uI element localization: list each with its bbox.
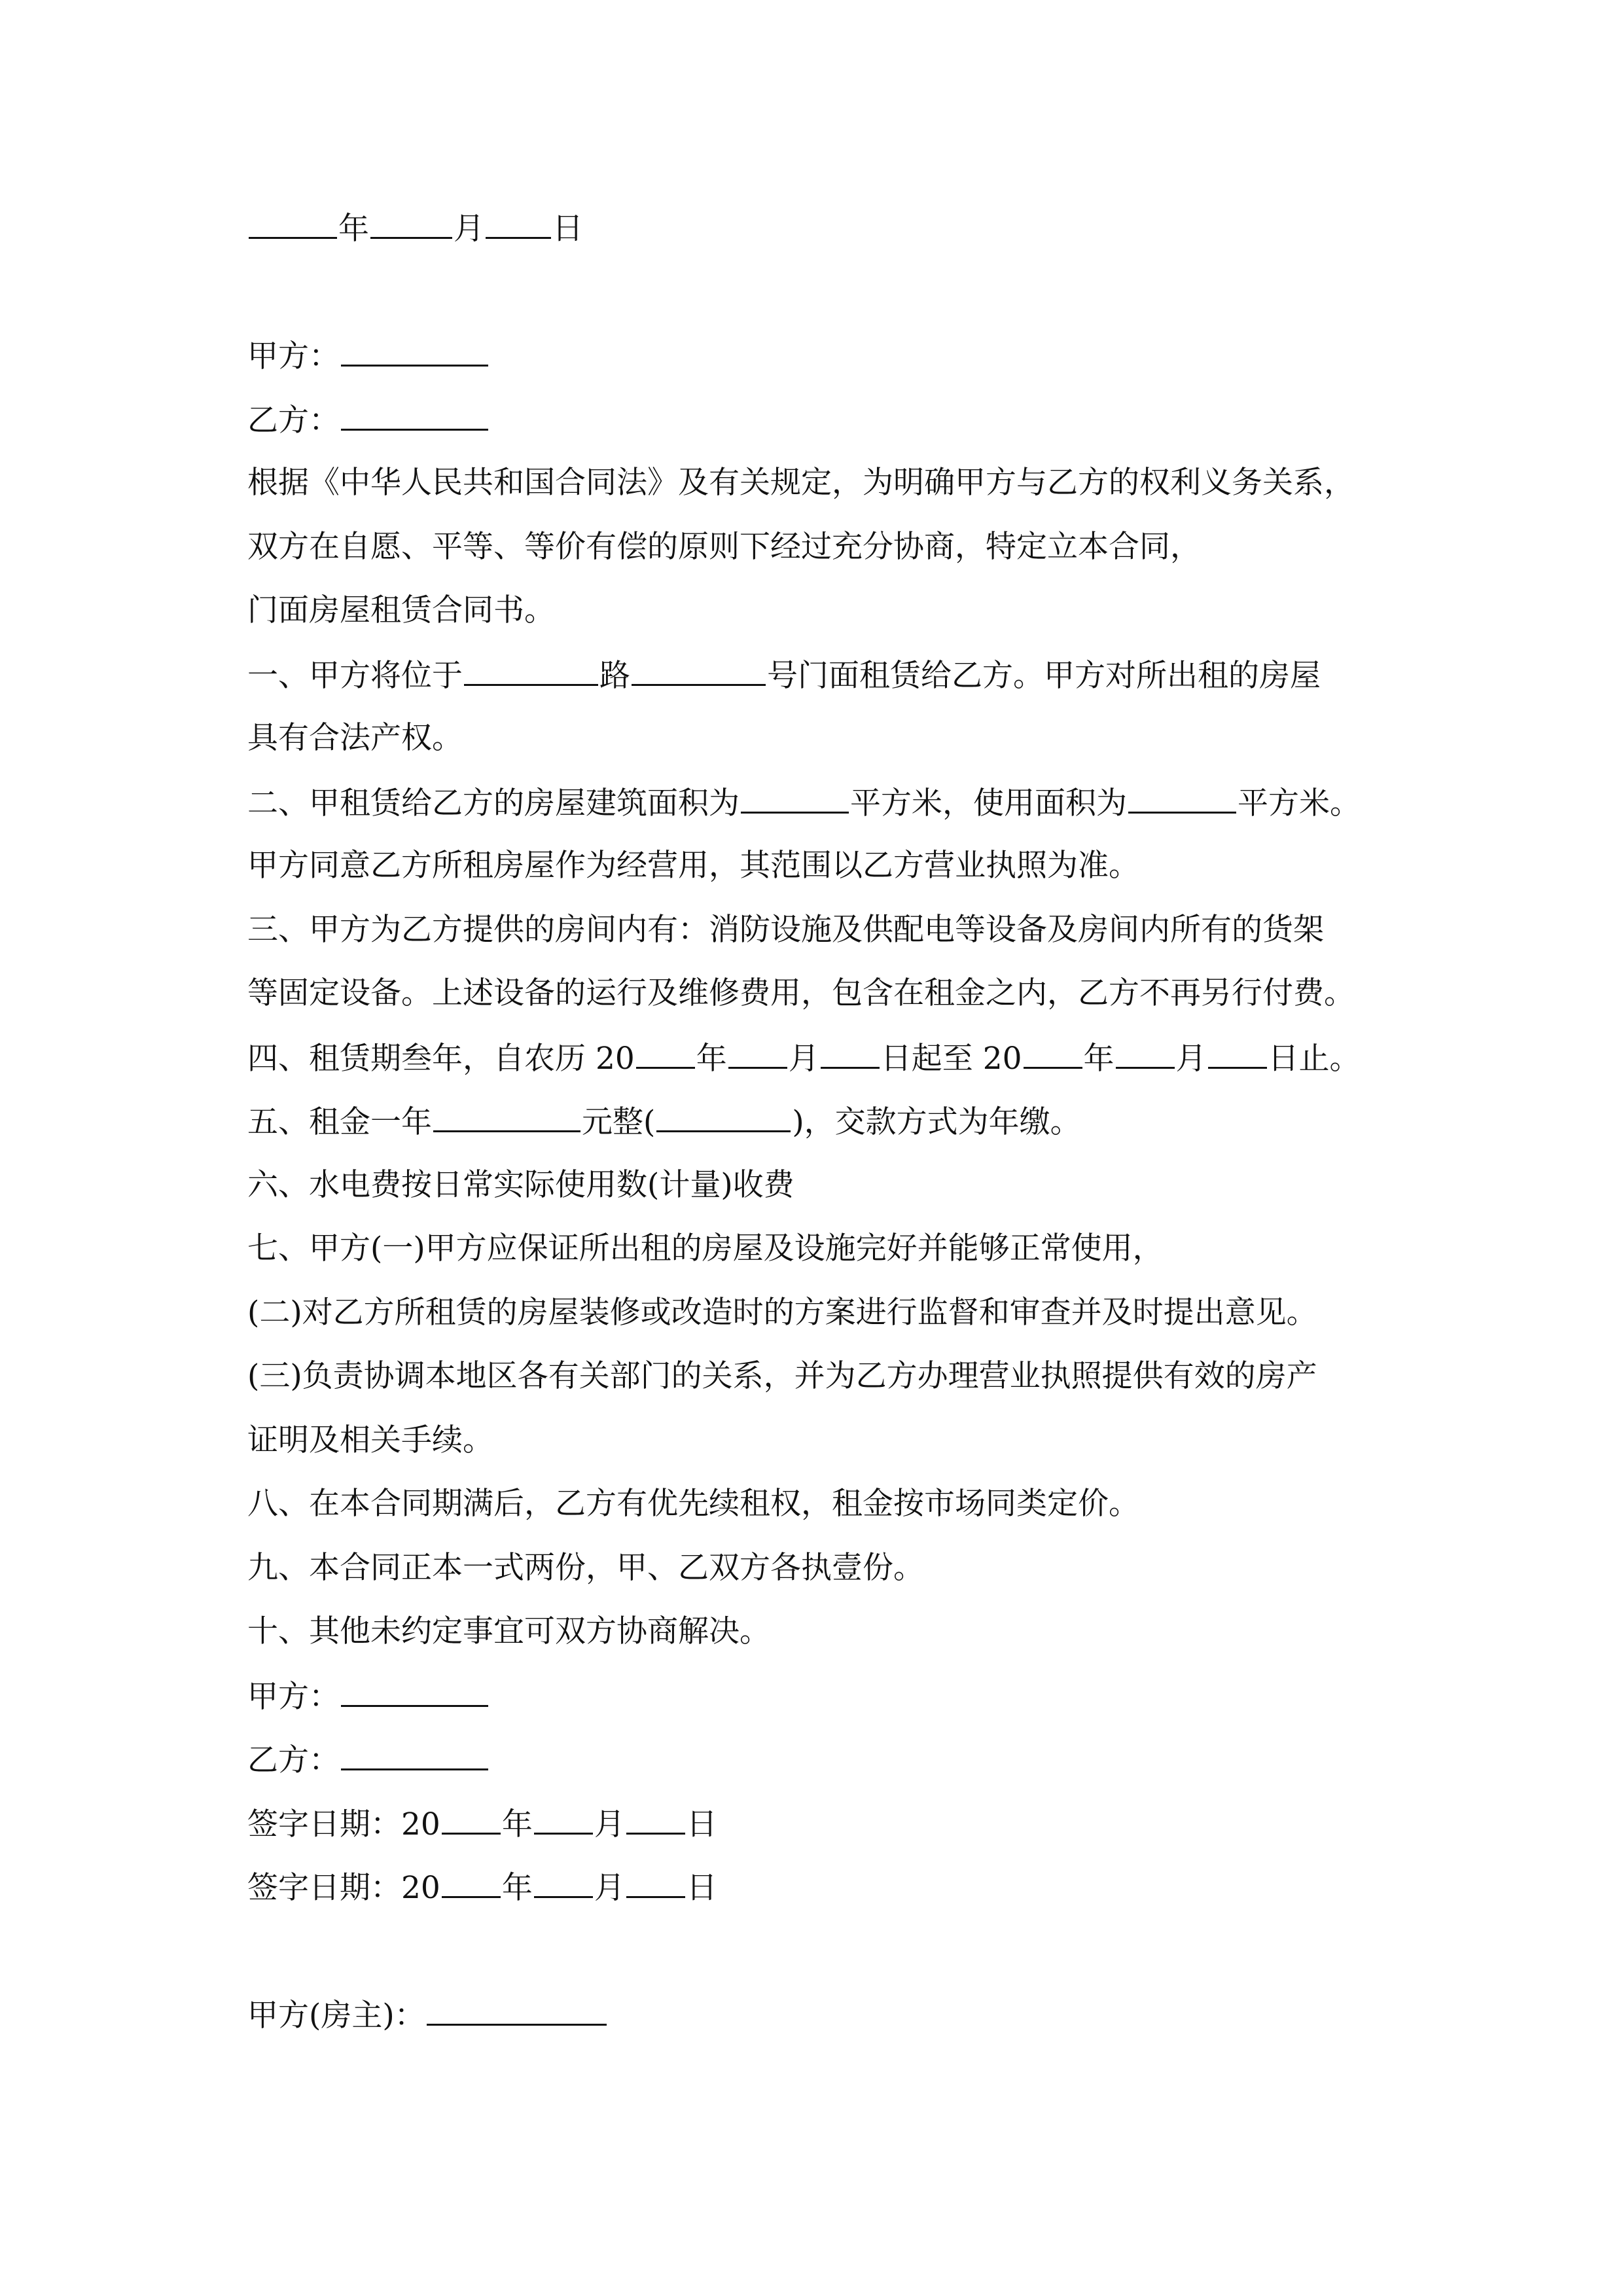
clause-7-line-1: 七、甲方(一)甲方应保证所出租的房屋及设施完好并能够正常使用， xyxy=(247,1230,1164,1266)
sign-date-2-month-blank xyxy=(534,1867,593,1898)
clause-2-line-1 xyxy=(247,783,1412,823)
clause-5-line xyxy=(247,1102,1412,1142)
clause-5-text-b: 元整( xyxy=(582,1104,656,1140)
clause-4-text-d: 日起至 20 xyxy=(880,1041,1022,1077)
party-a-label: 甲方： xyxy=(247,338,340,374)
intro-line-1: 根据《中华人民共和国合同法》及有关规定，为明确甲方与乙方的权利义务关系， xyxy=(247,465,1355,501)
clause-9-line: 九、本合同正本一式两份，甲、乙双方各执壹份。 xyxy=(247,1550,924,1586)
sign-date-2-label: 签字日期：20 xyxy=(247,1870,440,1906)
year-label: 年 xyxy=(338,211,369,247)
sign-date-1-day-blank xyxy=(626,1804,685,1835)
start-year-blank xyxy=(636,1038,695,1069)
clause-2-line-2: 甲方同意乙方所租房屋作为经营用，其范围以乙方营业执照为准。 xyxy=(247,848,1139,884)
clause-7-line-3: (三)负责协调本地区各有关部门的关系，并为乙方办理营业执照提供有效的房产 xyxy=(247,1358,1317,1394)
intro-line-2: 双方在自愿、平等、等价有偿的原则下经过充分协商，特定立本合同， xyxy=(247,529,1201,565)
clause-7-line-4: 证明及相关手续。 xyxy=(247,1422,493,1458)
sign-date-1-month: 月 xyxy=(594,1806,625,1842)
clause-4-text-a: 四、租赁期叁年，自农历 20 xyxy=(247,1041,635,1077)
party-b-top xyxy=(247,400,1412,440)
road-blank xyxy=(464,655,598,686)
clause-7-line-2: (二)对乙方所租赁的房屋装修或改造时的方案进行监督和审查并及时提出意见。 xyxy=(247,1295,1317,1331)
sign-date-2-year: 年 xyxy=(501,1870,533,1906)
clause-5-text-c: )，交款方式为年缴。 xyxy=(792,1104,1081,1140)
sign-date-1-day: 日 xyxy=(686,1806,717,1842)
intro-line-3: 门面房屋租赁合同书。 xyxy=(247,592,555,628)
clause-4-text-b: 年 xyxy=(696,1041,727,1077)
clause-2-text-a: 二、甲租赁给乙方的房屋建筑面积为 xyxy=(247,785,740,821)
top-date-line xyxy=(247,208,1412,249)
start-day-blank xyxy=(821,1038,880,1069)
end-year-blank xyxy=(1024,1038,1082,1069)
clause-3-line-1: 三、甲方为乙方提供的房间内有：消防设施及供配电等设备及房间内所有的货架 xyxy=(247,912,1324,948)
sign-party-a xyxy=(247,1676,1412,1717)
sign-date-1-year-blank xyxy=(442,1804,501,1835)
clause-4-text-g: 日止。 xyxy=(1268,1041,1361,1077)
sign-date-2-day-blank xyxy=(626,1867,685,1898)
sign-party-a-blank xyxy=(341,1676,488,1707)
year-blank xyxy=(249,208,337,239)
clause-2-text-c: 平方米。 xyxy=(1238,785,1361,821)
number-blank xyxy=(632,655,766,686)
clause-2-text-b: 平方米，使用面积为 xyxy=(850,785,1127,821)
end-month-blank xyxy=(1116,1038,1175,1069)
landlord-line xyxy=(247,1995,1412,2036)
clause-4-text-c: 月 xyxy=(788,1041,819,1077)
clause-4-text-f: 月 xyxy=(1175,1041,1207,1077)
clause-8-line: 八、在本合同期满后，乙方有优先续租权，租金按市场同类定价。 xyxy=(247,1486,1139,1522)
clause-1-text-b: 路 xyxy=(599,658,630,694)
clause-4-text-e: 年 xyxy=(1083,1041,1115,1077)
party-b-label: 乙方： xyxy=(247,403,340,439)
clause-1-line-2: 具有合法产权。 xyxy=(247,720,463,756)
clause-6-line: 六、水电费按日常实际使用数(计量)收费 xyxy=(247,1167,794,1203)
end-day-blank xyxy=(1208,1038,1267,1069)
party-a-top xyxy=(247,336,1412,376)
clause-1-line-1 xyxy=(247,655,1412,696)
clause-5-text-a: 五、租金一年 xyxy=(247,1104,432,1140)
day-label: 日 xyxy=(552,211,583,247)
sign-party-b-blank xyxy=(341,1740,488,1770)
month-label: 月 xyxy=(454,211,484,247)
party-a-blank xyxy=(341,336,488,367)
sign-date-1-label: 签字日期：20 xyxy=(247,1806,440,1842)
clause-1-text-a: 一、甲方将位于 xyxy=(247,658,463,694)
sign-date-1-year: 年 xyxy=(501,1806,533,1842)
landlord-blank xyxy=(427,1995,607,2026)
rent-amount-blank xyxy=(433,1102,580,1132)
sign-date-2-month: 月 xyxy=(594,1870,625,1906)
sign-party-b-label: 乙方： xyxy=(247,1742,340,1778)
landlord-label: 甲方(房主)： xyxy=(247,1998,425,2034)
clause-4-line xyxy=(247,1038,1412,1079)
clause-10-line: 十、其他未约定事宜可双方协商解决。 xyxy=(247,1613,770,1649)
clause-1-text-c: 号门面租赁给乙方。甲方对所出租的房屋 xyxy=(767,658,1321,694)
party-b-blank xyxy=(341,400,488,431)
sign-date-2-day: 日 xyxy=(686,1870,717,1906)
sign-date-1 xyxy=(247,1804,1412,1844)
month-blank xyxy=(370,208,452,239)
sign-party-b xyxy=(247,1740,1412,1780)
clause-3-line-2: 等固定设备。上述设备的运行及维修费用，包含在租金之内，乙方不再另行付费。 xyxy=(247,975,1355,1011)
start-month-blank xyxy=(728,1038,787,1069)
sign-date-2 xyxy=(247,1867,1412,1908)
usable-area-blank xyxy=(1128,783,1236,814)
building-area-blank xyxy=(741,783,849,814)
rent-uppercase-blank xyxy=(656,1102,791,1132)
day-blank xyxy=(486,208,551,239)
sign-date-2-year-blank xyxy=(442,1867,501,1898)
sign-date-1-month-blank xyxy=(534,1804,593,1835)
sign-party-a-label: 甲方： xyxy=(247,1679,340,1715)
